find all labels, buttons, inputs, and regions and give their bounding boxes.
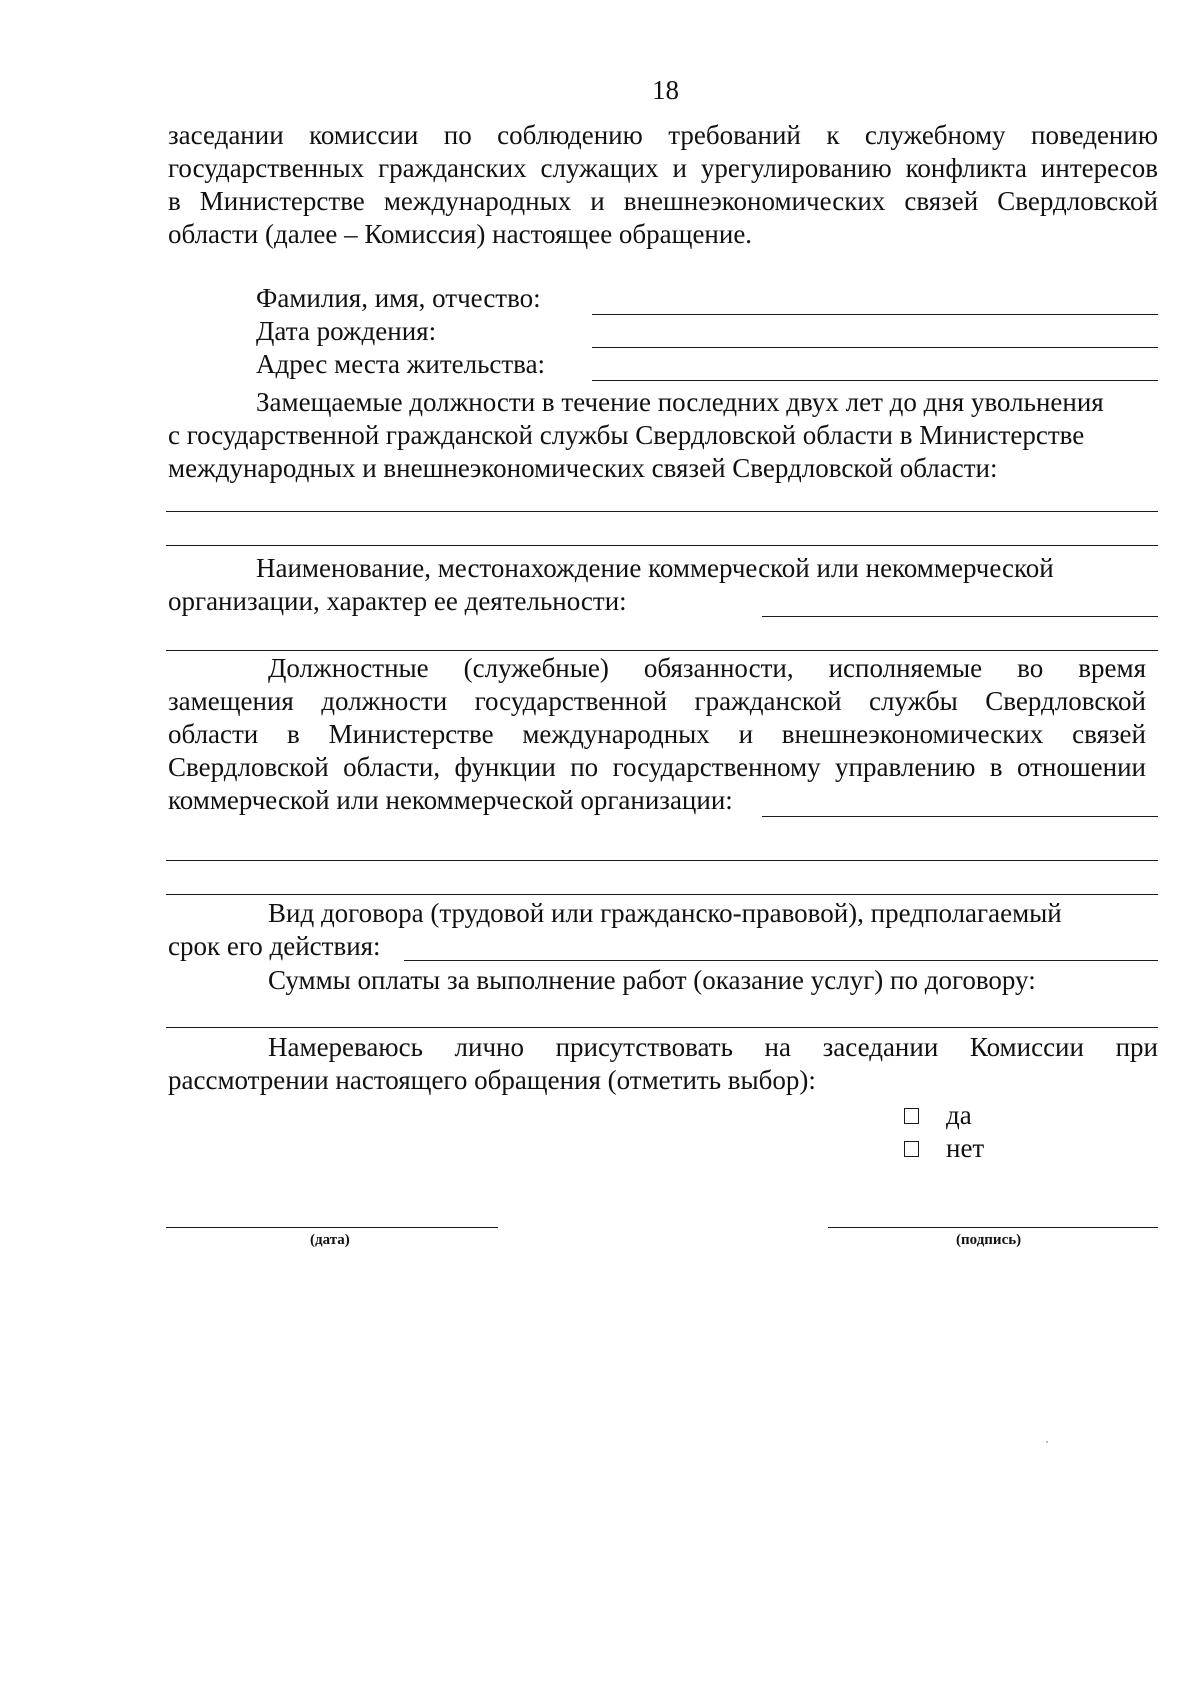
option-yes-label: да: [946, 1100, 972, 1130]
address-field-line[interactable]: [592, 380, 1158, 381]
option-no-checkbox[interactable]: [904, 1141, 919, 1157]
date-caption: (дата): [310, 1232, 350, 1248]
positions-line-3: международных и внешнеэкономических связей Свердловской области:: [168, 453, 998, 483]
duties-line-4: Свердловской области, функции по государственному управлению в отношении: [168, 752, 1146, 782]
positions-line-2: с государственной гражданской службы Свердловской области в Министерстве: [168, 420, 1085, 450]
positions-line-1: Замещаемые должности в течение последних двух лет до дня увольнения: [256, 387, 1104, 417]
positions-field-line-2[interactable]: [166, 545, 1158, 546]
payment-line: Суммы оплаты за выполнение работ (оказание услуг) по договору:: [268, 965, 1036, 995]
duties-line-5: коммерческой или некоммерческой организации:: [168, 785, 733, 815]
payment-field-line[interactable]: [166, 1027, 1158, 1028]
intro-line-3: в Министерстве международных и внешнеэкономических связей Свердловской: [168, 186, 1158, 216]
organization-field-line-2[interactable]: [166, 650, 1158, 651]
duties-line-1: Должностные (служебные) обязанности, исполняемые во время: [268, 653, 1146, 683]
positions-field-line-1[interactable]: [166, 511, 1158, 512]
signature-line[interactable]: [828, 1227, 1158, 1228]
duties-line-3: области в Министерстве международных и внешнеэкономических связей: [168, 719, 1146, 749]
fio-field-line[interactable]: [592, 314, 1158, 315]
contract-field-line[interactable]: [404, 960, 1158, 961]
intro-line-4: области (далее – Комиссия) настоящее обращение.: [168, 219, 753, 249]
duties-field-line-3[interactable]: [166, 894, 1158, 895]
attendance-line-2: рассмотрении настоящего обращения (отметить выбор):: [168, 1065, 816, 1095]
birth-date-field-line[interactable]: [592, 347, 1158, 348]
contract-line-1: Вид договора (трудовой или гражданско-правовой), предполагаемый: [268, 898, 1062, 928]
intro-line-2: государственных гражданских служащих и урегулированию конфликта интересов: [168, 153, 1158, 183]
option-no-label: нет: [946, 1133, 985, 1163]
intro-line-1: заседании комиссии по соблюдению требований к служебному поведению: [168, 120, 1158, 150]
scan-speck: [1046, 1441, 1048, 1443]
signature-caption: (подпись): [956, 1232, 1022, 1248]
address-label: Адрес места жительства:: [256, 349, 546, 379]
page-number: 18: [652, 75, 679, 105]
organization-field-line-1[interactable]: [762, 616, 1158, 617]
duties-field-line-1[interactable]: [762, 816, 1158, 817]
option-yes-checkbox[interactable]: [904, 1108, 919, 1124]
duties-line-2: замещения должности государственной гражданской службы Свердловской: [168, 686, 1146, 716]
attendance-line-1: Намереваюсь лично присутствовать на заседании Комиссии при: [268, 1032, 1158, 1062]
contract-line-2: срок его действия:: [168, 931, 381, 961]
organization-line-1: Наименование, местонахождение коммерческой или некоммерческой: [256, 553, 1054, 583]
date-signature-line[interactable]: [166, 1227, 498, 1228]
duties-field-line-2[interactable]: [166, 860, 1158, 861]
organization-line-2: организации, характер ее деятельности:: [168, 586, 627, 616]
fio-label: Фамилия, имя, отчество:: [256, 283, 541, 313]
birth-date-label: Дата рождения:: [256, 316, 437, 346]
